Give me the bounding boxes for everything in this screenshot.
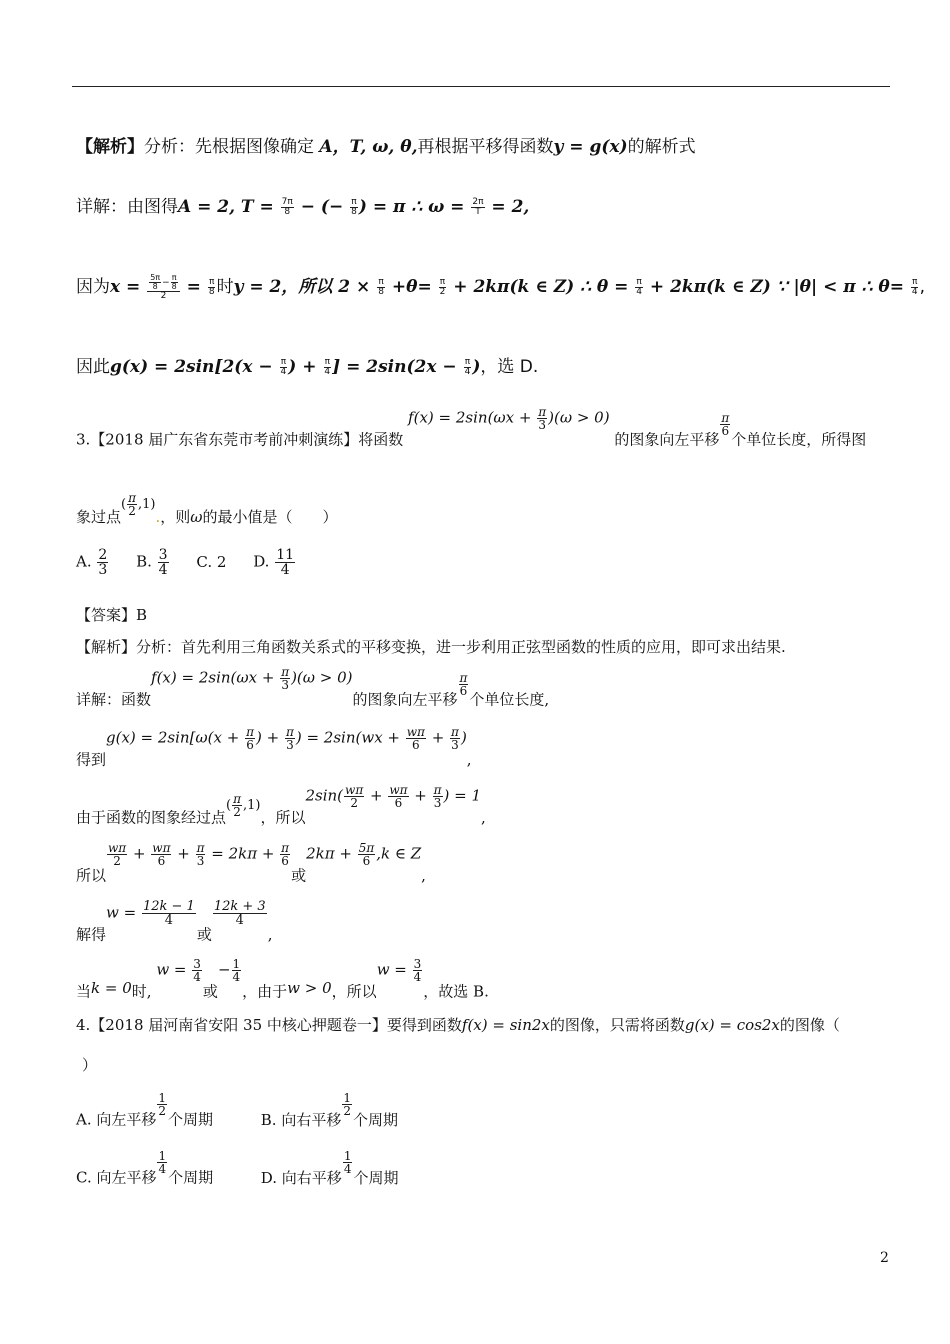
q3-options <box>76 548 318 577</box>
q3-option-c: C. 2 <box>196 552 227 571</box>
page-number: 2 <box>880 1250 889 1266</box>
q3-so: 所以 $\frac{w\pi}{2}$ + $\frac{w\pi}{6}$ + $\frac{\pi}{3}$ = 2kπ + $\frac{\pi}{6}$ 或2kπ + $\frac{5\pi}{6}$ ,k ∈ Z, <box>76 841 426 885</box>
q3-analysis: 【解析】分析：首先利用三角函数关系式的平移变换，进一步利用正弦型函数的性质的应用，即可求出结果. <box>76 638 786 656</box>
q3-option-b: B. $\frac{3}{4}$ <box>136 547 168 578</box>
q3-detail: 详解：函数f(x) = 2sin(ωx + $\frac{\pi}{3}$ )(ω > 0)的图象向左平移 $\frac{\pi}{6}$ 个单位长度, <box>76 665 550 709</box>
q3-solve: 解得w = $\frac{12k - 1}{4}$ 或 $\frac{12k + 3}{4}$ , <box>76 899 273 944</box>
marker-dot: . <box>155 508 161 526</box>
q3-option-a: A. $\frac{2}{3}$ <box>76 547 108 578</box>
detail-line: 详解：由图得A = 2, T = $\frac{7\pi}{8}$ − (− $\frac{\pi}{8}$ ) = π ∴ ω = $\frac{2\pi}{T}$ = 2, <box>76 196 530 217</box>
q3-get: 得到g(x) = 2sin[ω(x + $\frac{\pi}{6}$ ) + $\frac{\pi}{3}$ ) = 2sin(wx + $\frac{w\pi}{6}$ + $\frac{\pi}{3}$ ), <box>76 725 472 769</box>
because-line: 因为x = $\frac{5\pi}{8}$ − $\frac{\pi}{8}$ 2 = $\frac{\pi}{8}$ 时y = 2，所以 2 × $\frac{\pi}{8}$ +θ= $\frac{\pi}{2}$ + 2kπ(k ∈ Z) ∴ θ = $\frac{\pi}{4}$ + 2kπ(k ∈ Z) ∵ |θ| < π ∴ θ= $\frac{\pi}{4}$ , <box>76 272 926 301</box>
q4-option-d: D. 向右平移 $\frac{1}{4}$ 个周期 <box>260 1149 399 1187</box>
q3-answer: 【答案】B <box>76 606 148 624</box>
q4-stem: 4.【2018 届河南省安阳 35 中核心押题卷一】要得到函数f(x) = sin2x的图像，只需将函数g(x) = cos2x的图像（ <box>76 1016 840 1034</box>
q3-stem-line1: 3.【2018 届广东省东莞市考前冲刺演练】将函数 f(x) = 2sin(ωx + $\frac{\pi}{3}$ )(ω > 0) 的图象向左平移 $\frac{\pi}{6}$ 个单位长度，所得图 <box>76 405 867 449</box>
analysis-line: 【解析】分析：先根据图像确定 A，T, ω, θ,再根据平移得函数y = g(x)的解析式 <box>76 137 696 157</box>
q4-options-row1 <box>76 1091 398 1133</box>
q4-options-row2 <box>76 1149 399 1191</box>
q3-option-d: D. $\frac{11}{4}$ <box>253 547 295 578</box>
q4-option-a: A. 向左平移 $\frac{1}{2}$ 个周期 <box>76 1091 214 1129</box>
q3-since: 由于函数的图象经过点( $\frac{\pi}{2}$ ,1)，所以2sin( $\frac{w\pi}{2}$ + $\frac{w\pi}{6}$ + $\frac{\pi}{3}$ ) = 1, <box>76 783 486 827</box>
q4-close-paren: ） <box>82 1056 98 1074</box>
q3-stem-line2: 象过点( $\frac{\pi}{2}$ ,1).，则ω的最小值是（ ） <box>76 491 338 526</box>
q3-when: 当k = 0时, w = $\frac{3}{4}$ 或− $\frac{1}{4}$ ，由于w > 0，所以w = $\frac{3}{4}$ ，故选 B. <box>76 957 489 1001</box>
therefore-line: 因此g(x) = 2sin[2(x − $\frac{\pi}{4}$ ) + $\frac{\pi}{4}$ ] = 2sin(2x − $\frac{\pi}{4}$ )，选 D. <box>76 356 539 377</box>
q4-option-c: C. 向左平移 $\frac{1}{4}$ 个周期 <box>76 1149 214 1187</box>
analysis-tag: 【解析】 <box>76 137 144 157</box>
header-rule <box>72 86 890 87</box>
q4-option-b: B. 向右平移 $\frac{1}{2}$ 个周期 <box>260 1091 398 1129</box>
